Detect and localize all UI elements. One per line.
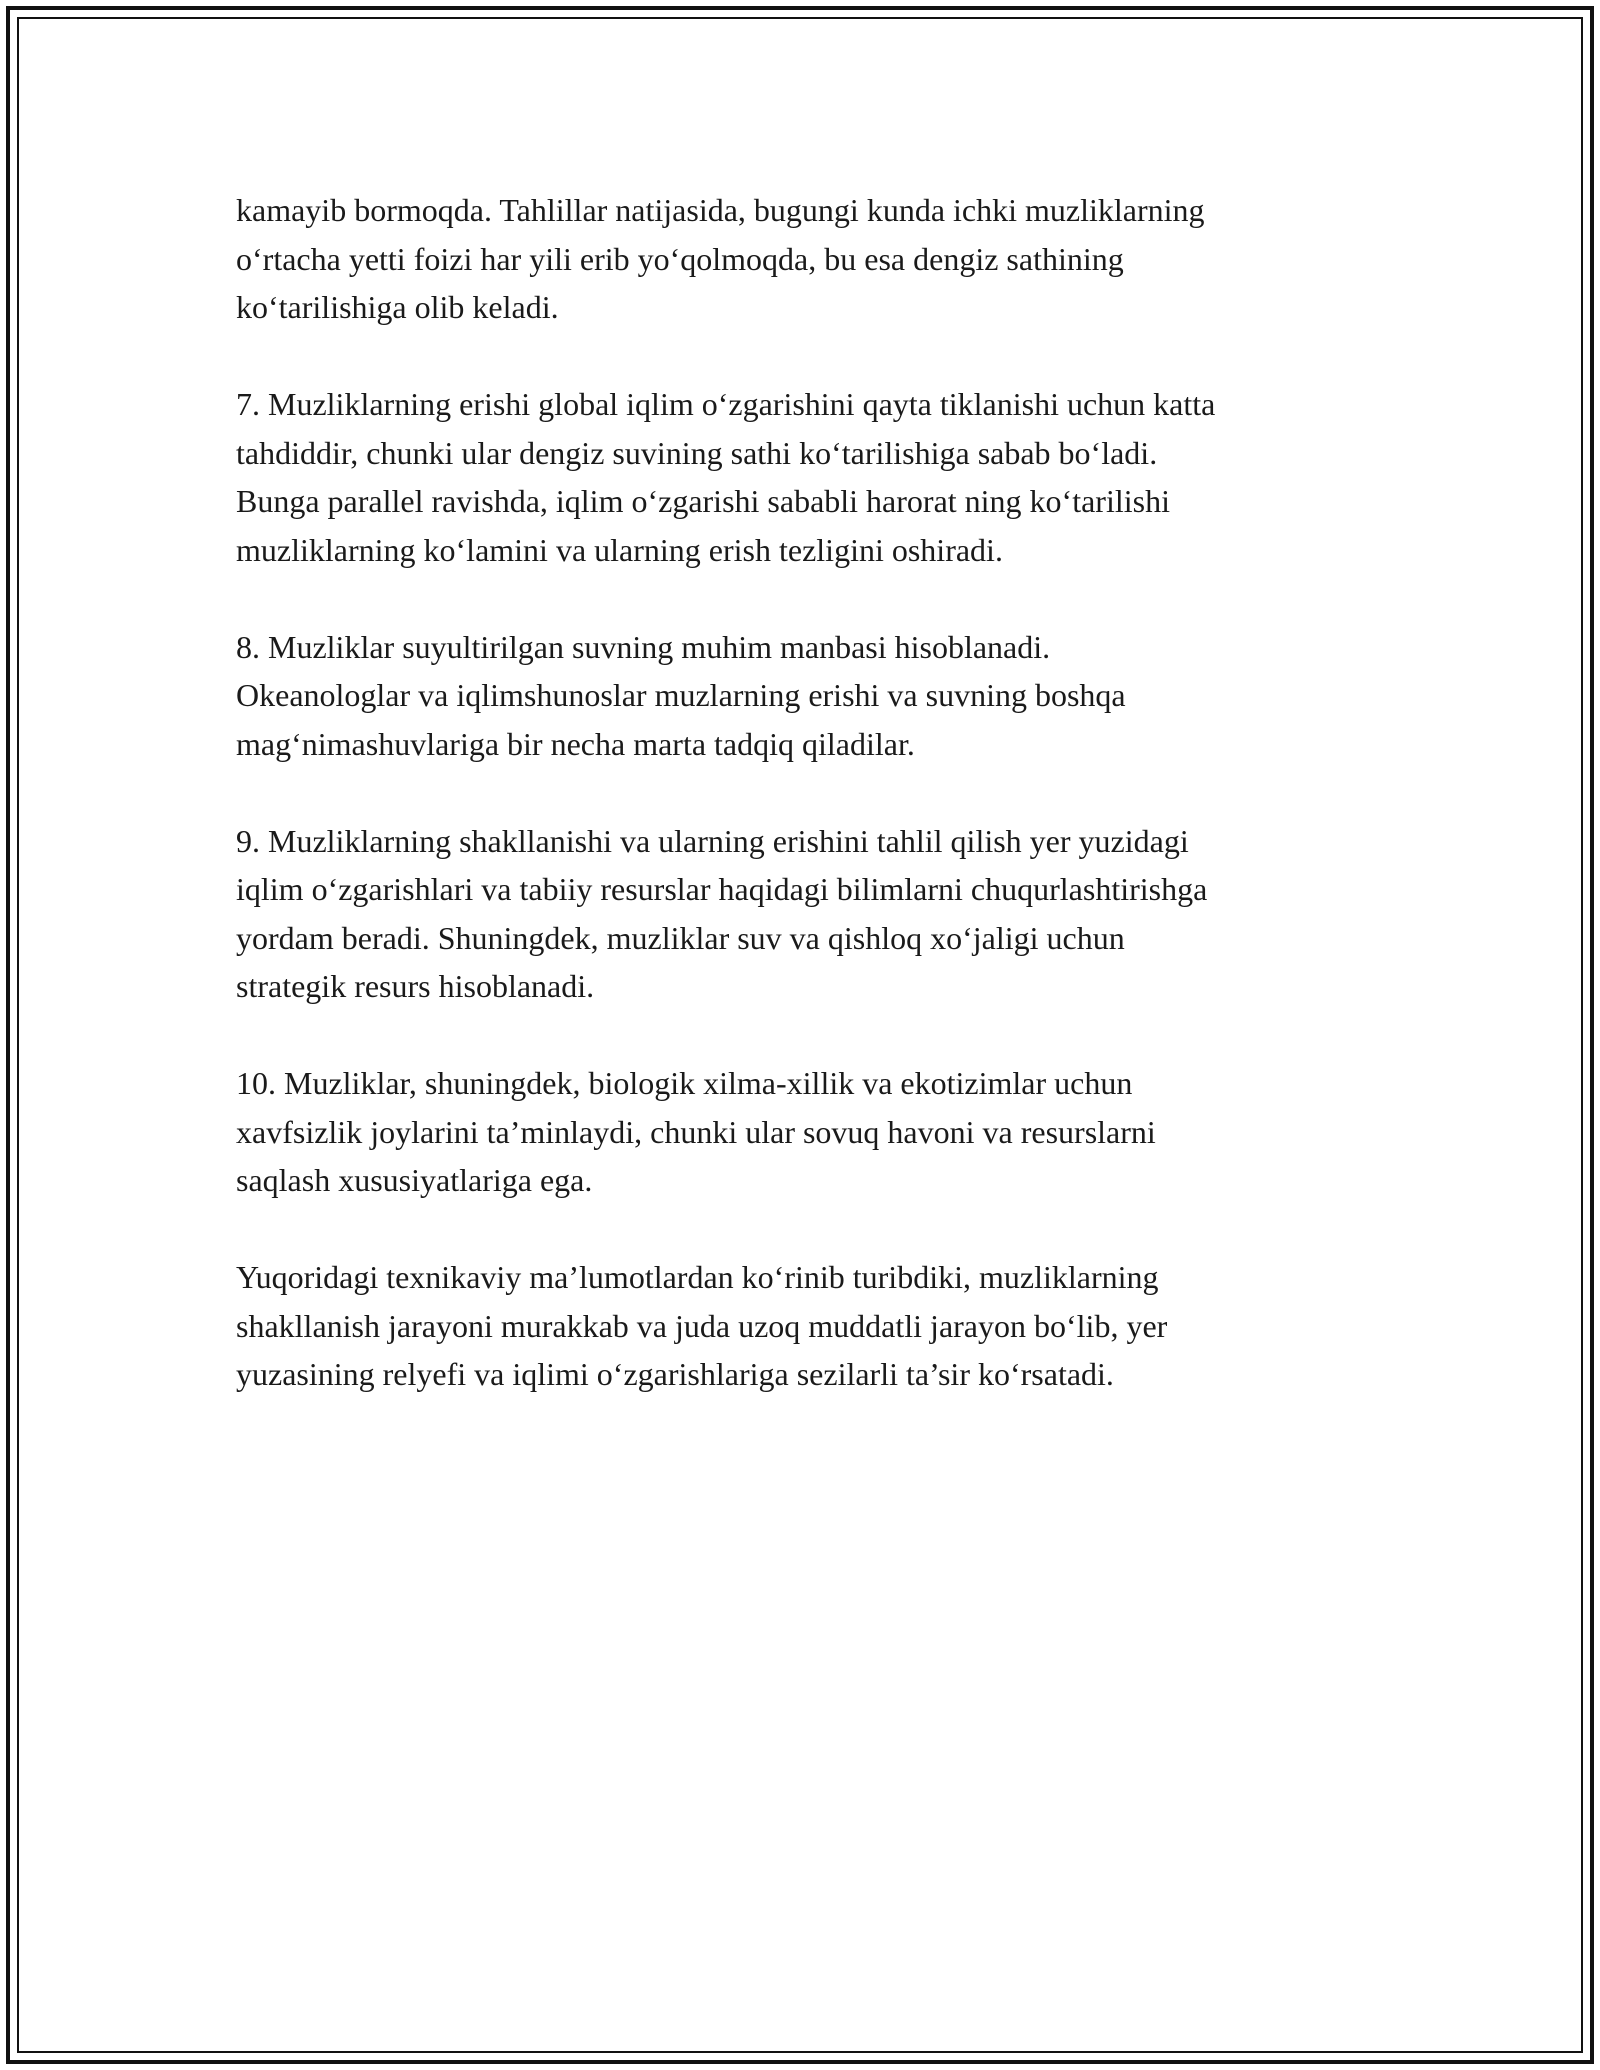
- text-line: mag‘nimashuvlariga bir necha marta tadqiq qiladilar.: [236, 725, 915, 762]
- text-line: kamayib bormoqda. Tahlillar natijasida, bugungi kunda ichki muzliklarning: [236, 192, 1205, 228]
- text-line: ko‘tarilishiga olib keladi.: [236, 289, 559, 325]
- text-line: saqlash xususiyatlariga ega.: [236, 1162, 593, 1198]
- text-line: Okeanologlar va iqlimshunoslar muzlarning erishi va suvning boshqa: [236, 677, 1126, 713]
- text-line: muzliklarning ko‘lamini va ularning erish tezligini oshiradi.: [236, 531, 1003, 568]
- text-line: strategik resurs hisoblanadi.: [236, 968, 595, 1004]
- document-body: [236, 186, 1396, 1447]
- paragraph-item-9: [236, 817, 1396, 1011]
- text-line: tahdiddir, chunki ular dengiz suvining sathi ko‘tarilishiga sabab bo‘ladi.: [236, 434, 1158, 471]
- paragraph-item-10: [236, 1059, 1396, 1205]
- paragraph-conclusion: [236, 1253, 1396, 1399]
- text-line: Yuqoridagi texnikaviy ma’lumotlardan ko‘rinib turibdiki, muzliklarning: [236, 1259, 1159, 1295]
- paragraph-continuation: [236, 186, 1396, 332]
- paragraph-item-8: [236, 623, 1396, 769]
- text-line: xavfsizlik joylarini ta’minlaydi, chunki ular sovuq havoni va resurslarni: [236, 1113, 1156, 1150]
- text-line: 8. Muzliklar suyultirilgan suvning muhim manbasi hisoblanadi.: [236, 628, 1051, 665]
- text-line: 9. Muzliklarning shakllanishi va ularning erishini tahlil qilish yer yuzidagi: [236, 822, 1189, 859]
- paragraph-item-7: [236, 380, 1396, 574]
- text-line: yordam beradi. Shuningdek, muzliklar suv va qishloq xo‘jaligi uchun: [236, 919, 1125, 956]
- text-line: 10. Muzliklar, shuningdek, biologik xilma-xillik va ekotizimlar uchun: [236, 1065, 1133, 1101]
- text-line: yuzasining relyefi va iqlimi o‘zgarishlariga sezilarli ta’sir ko‘rsatadi.: [236, 1356, 1114, 1392]
- text-line: shakllanish jarayoni murakkab va juda uzoq muddatli jarayon bo‘lib, yer: [236, 1307, 1168, 1344]
- text-line: iqlim o‘zgarishlari va tabiiy resurslar haqidagi bilimlarni chuqurlashtirishga: [236, 871, 1208, 907]
- text-line: o‘rtacha yetti foizi har yili erib yo‘qolmoqda, bu esa dengiz sathining: [236, 240, 1124, 277]
- text-line: Bunga parallel ravishda, iqlim o‘zgarishi sababli harorat ning ko‘tarilishi: [236, 483, 1170, 519]
- text-line: 7. Muzliklarning erishi global iqlim o‘zgarishini qayta tiklanishi uchun katta: [236, 386, 1216, 422]
